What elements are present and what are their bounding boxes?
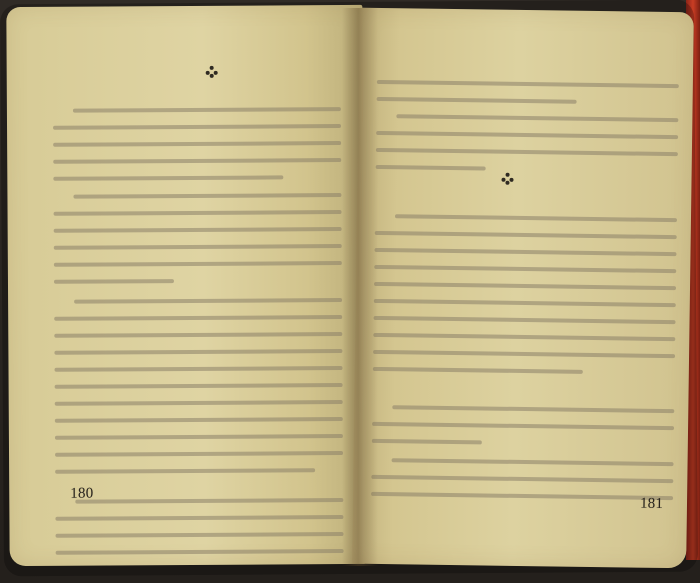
text-line [73,107,341,113]
text-line [55,434,343,440]
text-line [75,498,343,504]
text-line [55,417,343,423]
text-line [395,214,677,222]
text-line [55,383,343,389]
text-line [54,261,342,267]
text-line [54,279,174,284]
text-line [54,349,342,355]
text-line [374,282,676,290]
text-line [53,175,283,180]
text-line [55,451,343,457]
text-line [374,265,676,273]
text-line [396,114,678,122]
text-line [373,333,675,341]
text-line [374,316,676,324]
text-line [392,405,674,413]
left-page-number: 180 [70,485,94,502]
text-line [73,193,341,199]
text-line [374,299,676,307]
text-line [53,141,341,147]
text-line [53,158,341,164]
right-page [352,8,694,569]
text-line [55,366,343,372]
text-line [376,131,678,139]
text-line [55,400,343,406]
text-line [55,515,343,521]
text-line [54,210,342,216]
text-line [392,458,674,466]
section-ornament-icon [501,173,513,185]
text-line [371,475,673,483]
text-line [54,315,342,321]
text-line [372,439,482,445]
text-line [372,422,674,430]
text-line [377,97,577,104]
left-page [6,5,365,566]
text-line [377,80,679,88]
right-page-number: 181 [639,495,664,512]
text-line [375,231,677,239]
text-line [376,148,678,156]
text-line [56,549,344,555]
text-line [374,248,676,256]
text-line [74,298,342,304]
text-line [54,227,342,233]
section-ornament-icon [206,66,218,78]
text-line [373,350,675,358]
text-line [371,492,673,500]
text-line [55,468,315,474]
text-line [376,165,486,171]
text-line [53,124,341,130]
text-line [54,332,342,338]
left-page-text-block [6,5,362,7]
text-line [373,367,583,374]
text-line [54,244,342,250]
right-page-text-block [360,8,694,13]
text-line [56,532,344,538]
